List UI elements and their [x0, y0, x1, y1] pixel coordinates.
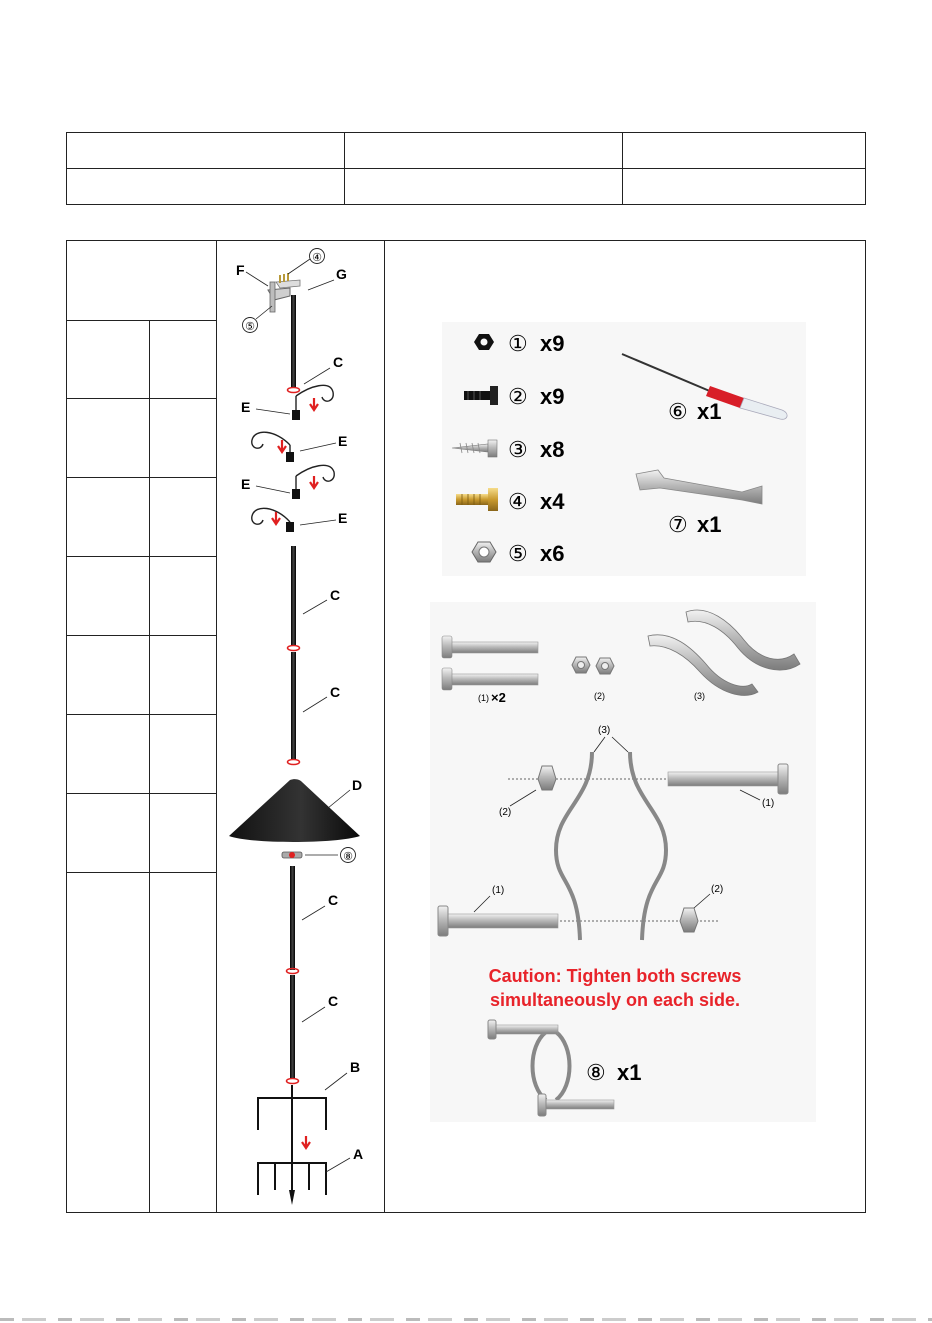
label-C: C — [330, 684, 341, 700]
label-C: C — [333, 354, 344, 370]
table-cell — [67, 169, 345, 205]
hardware-num: ① — [508, 331, 528, 356]
hardware-num: ⑦ — [668, 512, 688, 537]
grid-row-line — [66, 714, 217, 715]
pole-segment — [291, 295, 296, 387]
bolt-label: (1) — [478, 693, 489, 703]
strap-label: (3) — [598, 725, 611, 736]
hardware-qty: x1 — [617, 1060, 642, 1085]
exploded-pole-diagram — [217, 241, 384, 1212]
label-D: D — [352, 777, 363, 793]
grid-row-line — [66, 320, 217, 321]
pole-segment — [291, 652, 296, 760]
grid-divider — [149, 320, 150, 1213]
hardware-qty: x1 — [697, 512, 722, 537]
hardware-num: ② — [508, 384, 528, 409]
grid-row-line — [66, 872, 217, 873]
table-cell — [623, 169, 866, 205]
hardware-qty: x9 — [540, 331, 565, 356]
label-E: E — [241, 476, 251, 492]
label-B: B — [350, 1059, 361, 1075]
pole-segment — [291, 546, 296, 646]
bolt-qty: ×2 — [491, 690, 506, 705]
label-8: ⑧ — [343, 851, 353, 863]
nut-label: (2) — [711, 884, 724, 895]
hardware-qty: x8 — [540, 437, 565, 462]
label-G: G — [336, 266, 347, 282]
grid-row-line — [66, 398, 217, 399]
plant-hook — [252, 432, 290, 455]
hardware-qty: x6 — [540, 541, 565, 566]
plant-hook — [252, 508, 290, 532]
hardware-num: ③ — [508, 437, 528, 462]
bolt-label: (1) — [492, 885, 505, 896]
label-4: ④ — [312, 252, 322, 264]
bolt-label: (1) — [762, 798, 775, 809]
grid-row-line — [66, 635, 217, 636]
hardware-num: ⑥ — [668, 399, 688, 424]
label-A: A — [353, 1146, 364, 1162]
hardware-qty: x1 — [697, 399, 722, 424]
label-C: C — [330, 587, 341, 603]
table-cell — [345, 169, 623, 205]
ground-spike — [258, 1100, 326, 1196]
page-footer-rule — [0, 1318, 932, 1321]
label-C: C — [328, 892, 339, 908]
pole-segment — [290, 975, 295, 1079]
pole-segment — [290, 866, 295, 970]
label-E: E — [241, 399, 251, 415]
table-cell — [345, 133, 623, 169]
hardware-num: ④ — [508, 489, 528, 514]
hardware-qty: x4 — [540, 489, 565, 514]
caution-text: simultaneously on each side. — [489, 990, 741, 1010]
hardware-parts-panel — [385, 241, 865, 1212]
nut-label: (2) — [499, 807, 512, 818]
label-C: C — [328, 993, 339, 1009]
table-row — [67, 133, 866, 169]
label-F: F — [236, 262, 245, 278]
hardware-num: ⑤ — [508, 541, 528, 566]
grid-row-line — [66, 477, 217, 478]
hardware-qty: x9 — [540, 384, 565, 409]
nut-label: (2) — [594, 691, 605, 701]
label-E: E — [338, 433, 348, 449]
strap-label: (3) — [694, 691, 705, 701]
label-E: E — [338, 510, 348, 526]
hardware-num: ⑧ — [586, 1060, 606, 1085]
table-cell — [623, 133, 866, 169]
table-cell — [67, 133, 345, 169]
parts-summary-table — [66, 132, 866, 205]
grid-row-line — [66, 556, 217, 557]
table-row — [67, 169, 866, 205]
caution-text: Caution: Tighten both screws — [488, 966, 742, 986]
grid-row-line — [66, 793, 217, 794]
baffle-cone — [229, 777, 363, 842]
label-5: ⑤ — [245, 321, 255, 333]
